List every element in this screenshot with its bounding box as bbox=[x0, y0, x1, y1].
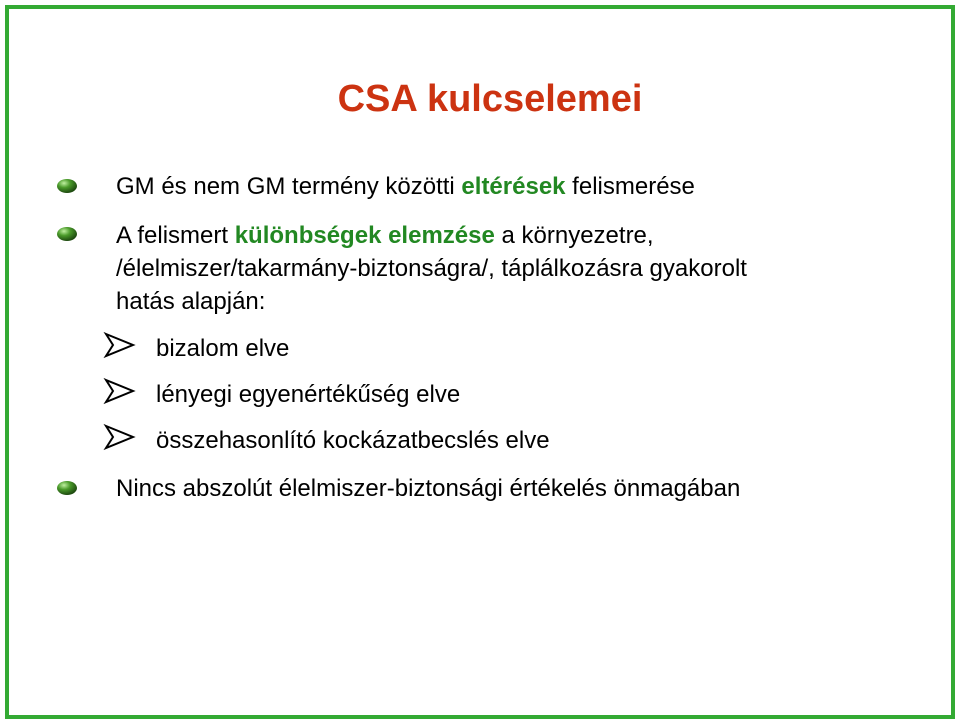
bullet-2-line-2: /élelmiszer/takarmány-biztonságra/, táplálkozásra gyakorolt bbox=[116, 255, 747, 282]
bullet-1-text bbox=[116, 172, 695, 202]
bullet-2-highlight: különbségek elemzése bbox=[234, 222, 495, 249]
bullet-2-pre: A felismert bbox=[116, 222, 235, 249]
bullet-3-text: Nincs abszolút élelmiszer-biztonsági értékelés önmagában bbox=[116, 475, 741, 502]
bullet-1-highlight: eltérések bbox=[461, 173, 566, 200]
bullet-2-text bbox=[116, 221, 654, 251]
sub-item-2: lényegi egyenértékűség elve bbox=[156, 381, 461, 408]
green-bullet-icon bbox=[56, 226, 78, 242]
bullet-2-line-3: hatás alapján: bbox=[116, 288, 266, 315]
sub-item-3: összehasonlító kockázatbecslés elve bbox=[156, 427, 550, 454]
green-bullet-icon bbox=[56, 178, 78, 194]
green-bullet-icon bbox=[56, 480, 78, 496]
sub-item-1: bizalom elve bbox=[156, 335, 290, 362]
bullet-1-pre: GM és nem GM termény közötti bbox=[116, 173, 462, 200]
bullet-2-post: a környezetre, bbox=[494, 222, 654, 249]
bullet-1-post: felismerése bbox=[565, 173, 695, 200]
slide-title: CSA kulcselemei bbox=[337, 78, 643, 120]
arrowhead-icon bbox=[103, 331, 137, 359]
arrowhead-icon bbox=[103, 377, 137, 405]
arrowhead-icon bbox=[103, 423, 137, 451]
